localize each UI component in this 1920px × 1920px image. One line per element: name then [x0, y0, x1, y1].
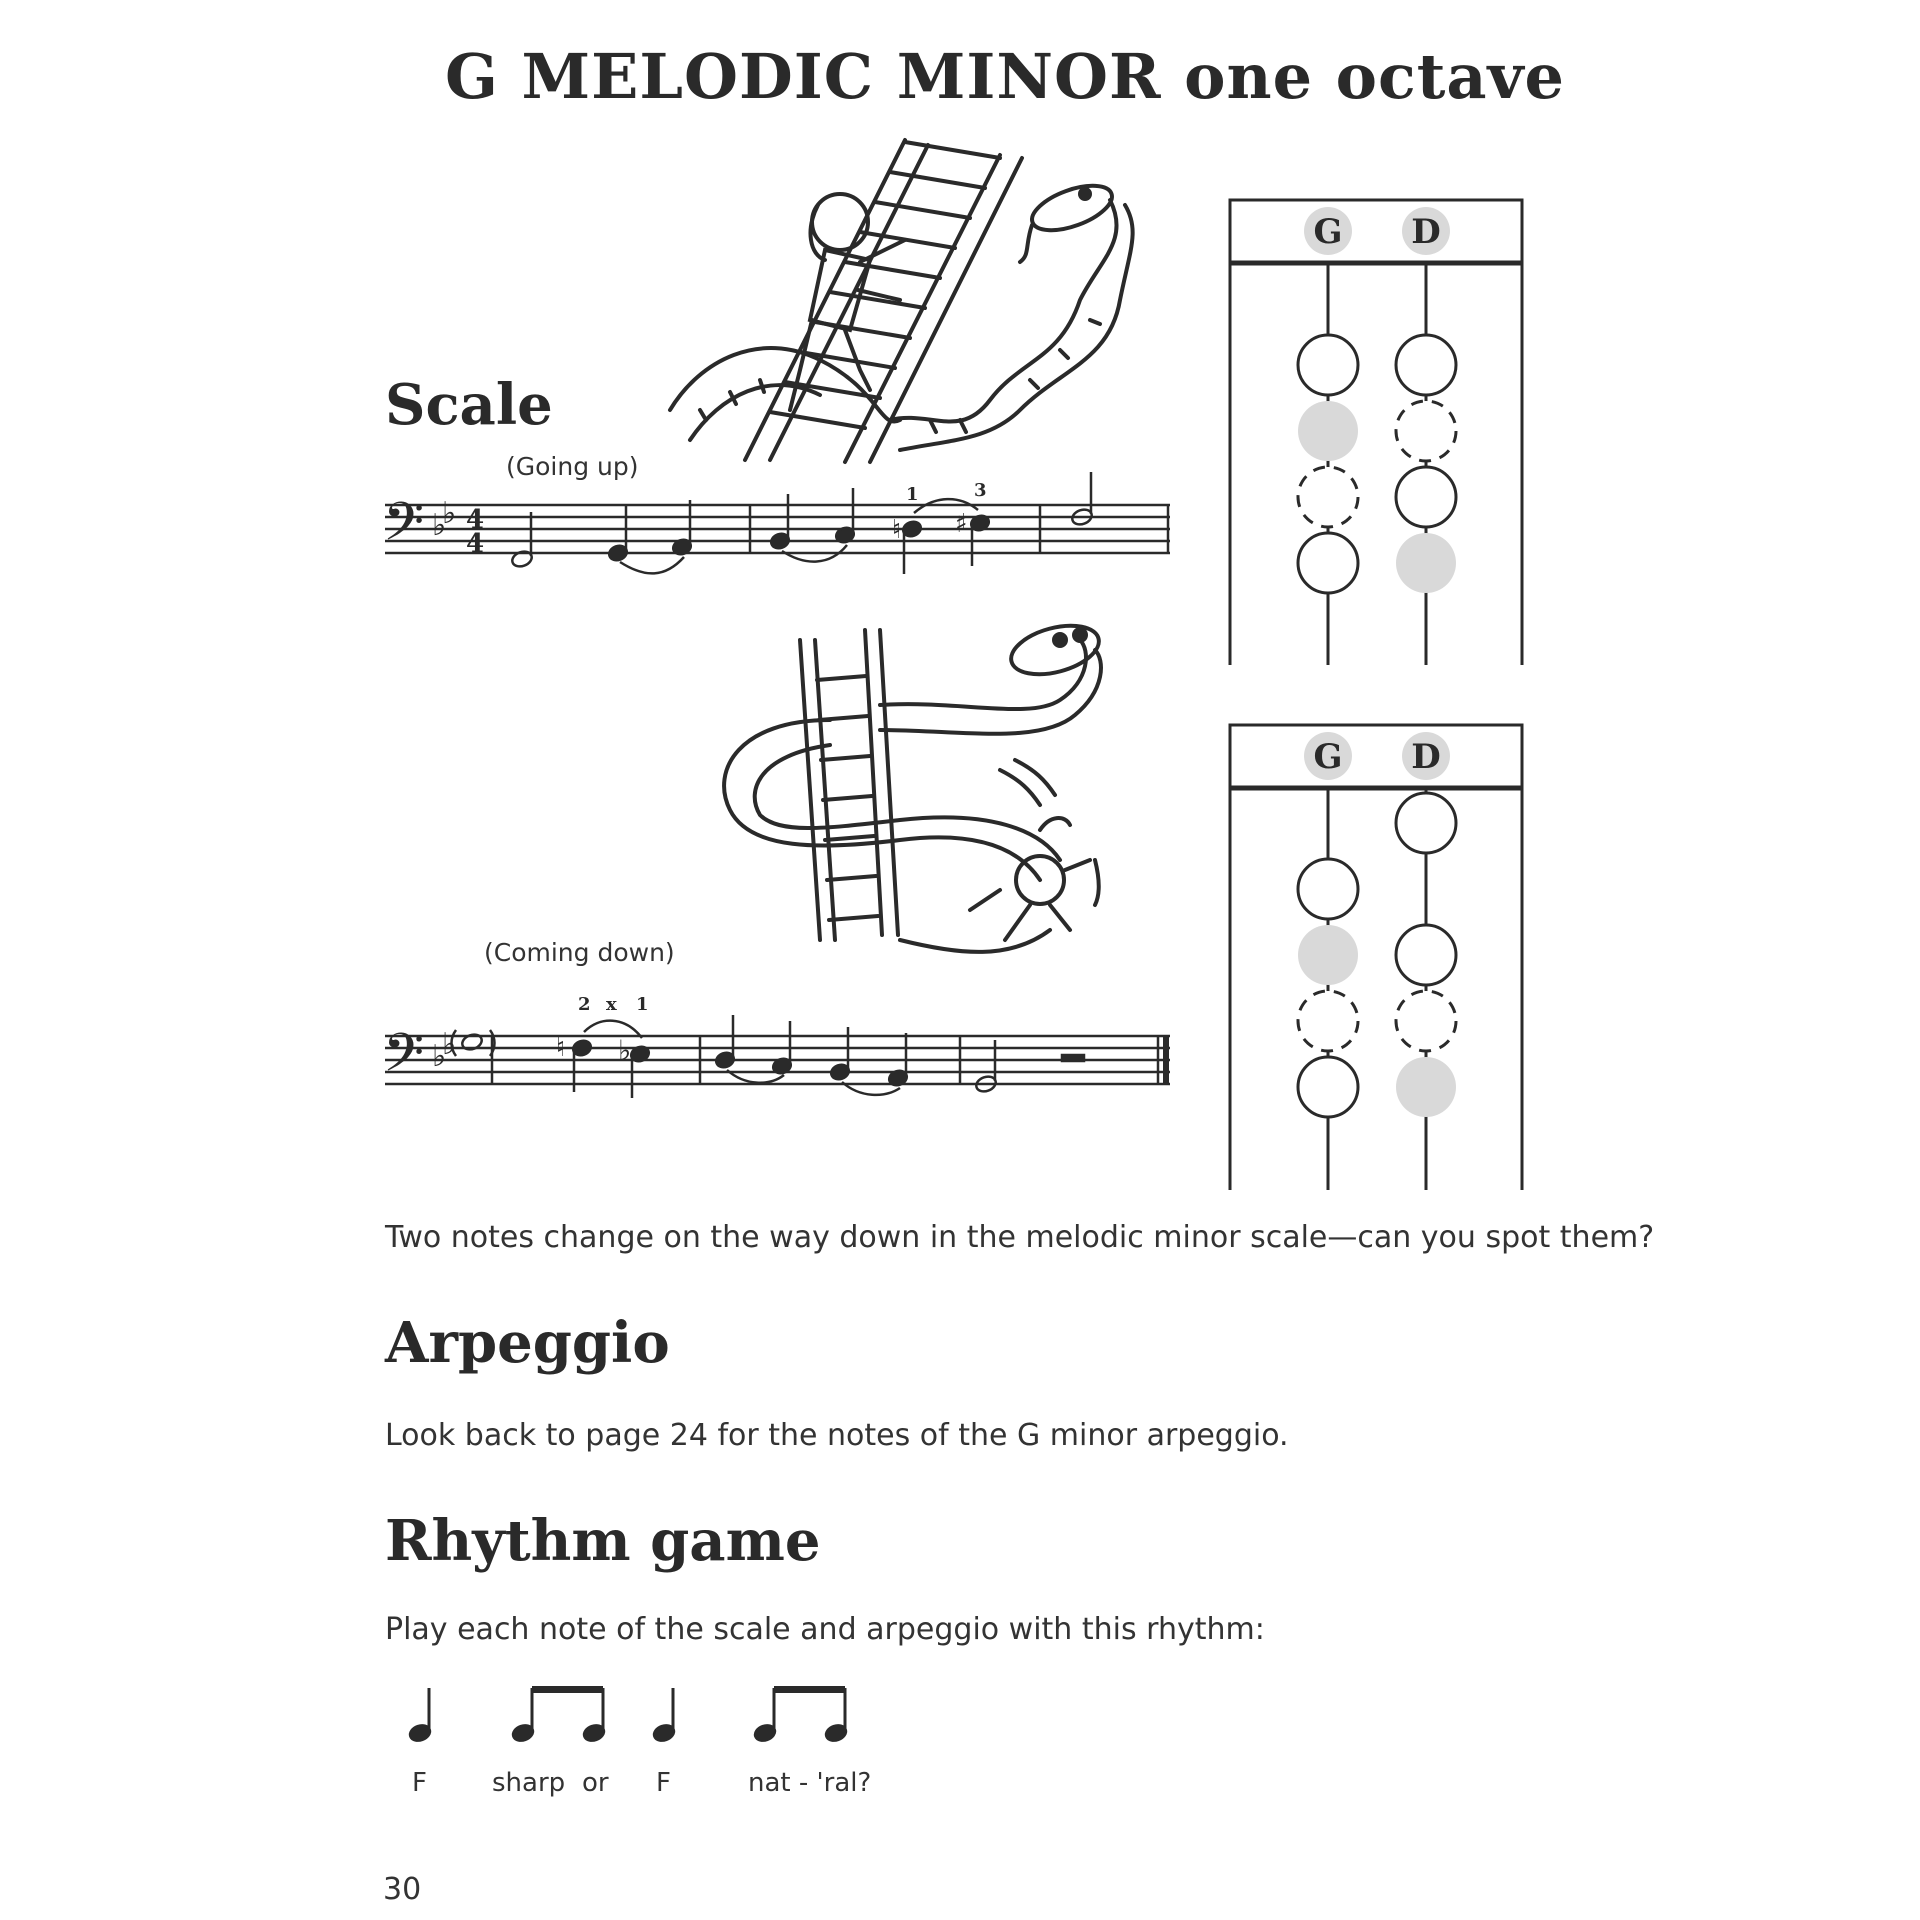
- rhythm-syllable-1: F: [412, 1768, 427, 1798]
- question-text: Two notes change on the way down in the melodic minor scale—can you spot them?: [385, 1220, 1655, 1255]
- scale-heading: Scale: [385, 372, 553, 438]
- ladder-climb-illustration: [670, 140, 1133, 462]
- rhythm-syllable-2: sharp: [492, 1768, 566, 1798]
- fb2-string-g-label: G: [1313, 737, 1343, 777]
- snake-slide-illustration: [724, 617, 1104, 952]
- fb2-string-d-label: D: [1411, 737, 1441, 777]
- natural-sign: ♮: [892, 515, 902, 545]
- notes-going-up: [510, 472, 1094, 574]
- time-sig-bottom: 4: [466, 529, 485, 559]
- arpeggio-text: Look back to page 24 for the notes of the G minor arpeggio.: [385, 1418, 1289, 1453]
- title-rest: one octave: [1184, 40, 1565, 113]
- fingering-down-x: x: [606, 994, 617, 1015]
- fingerboard-diagram-1: [1230, 200, 1522, 665]
- natural-sign-down: ♮: [556, 1033, 566, 1063]
- bass-clef-2: 𝄢: [383, 1023, 425, 1097]
- key-flat-1b: ♭: [442, 496, 457, 531]
- arpeggio-heading: Arpeggio: [385, 1310, 670, 1376]
- rhythm-syllable-4: F: [656, 1768, 671, 1798]
- rhythm-syllable-3: or: [582, 1768, 609, 1798]
- bass-clef-1: 𝄢: [383, 492, 425, 566]
- key-flat-2b: ♭: [442, 1027, 457, 1062]
- flat-sign-down: ♭: [618, 1034, 632, 1067]
- title-key: G MELODIC MINOR: [444, 40, 1162, 113]
- rhythm-heading: Rhythm game: [385, 1508, 821, 1574]
- rhythm-notation: [408, 1686, 848, 1743]
- key-flat-1a: ♭: [432, 508, 447, 543]
- going-up-label: (Going up): [506, 452, 639, 481]
- rhythm-text: Play each note of the scale and arpeggio with this rhythm:: [385, 1612, 1265, 1647]
- fingerboard-diagram-2: [1230, 725, 1522, 1190]
- fingering-up-3: 3: [974, 480, 987, 501]
- fingering-down-2: 2: [578, 994, 591, 1015]
- sharp-sign: ♯: [955, 509, 968, 539]
- fingering-up-1: 1: [906, 484, 919, 505]
- fb1-string-g-label: G: [1313, 212, 1343, 252]
- key-flat-2a: ♭: [432, 1039, 447, 1074]
- page-number: 30: [383, 1872, 422, 1907]
- fingering-down-1: 1: [636, 994, 649, 1015]
- time-sig-top: 4: [466, 505, 485, 535]
- fb1-string-d-label: D: [1411, 212, 1441, 252]
- notes-coming-down: [452, 1015, 1085, 1098]
- rhythm-syllable-5: nat - 'ral?: [748, 1768, 872, 1798]
- coming-down-label: (Coming down): [484, 938, 675, 967]
